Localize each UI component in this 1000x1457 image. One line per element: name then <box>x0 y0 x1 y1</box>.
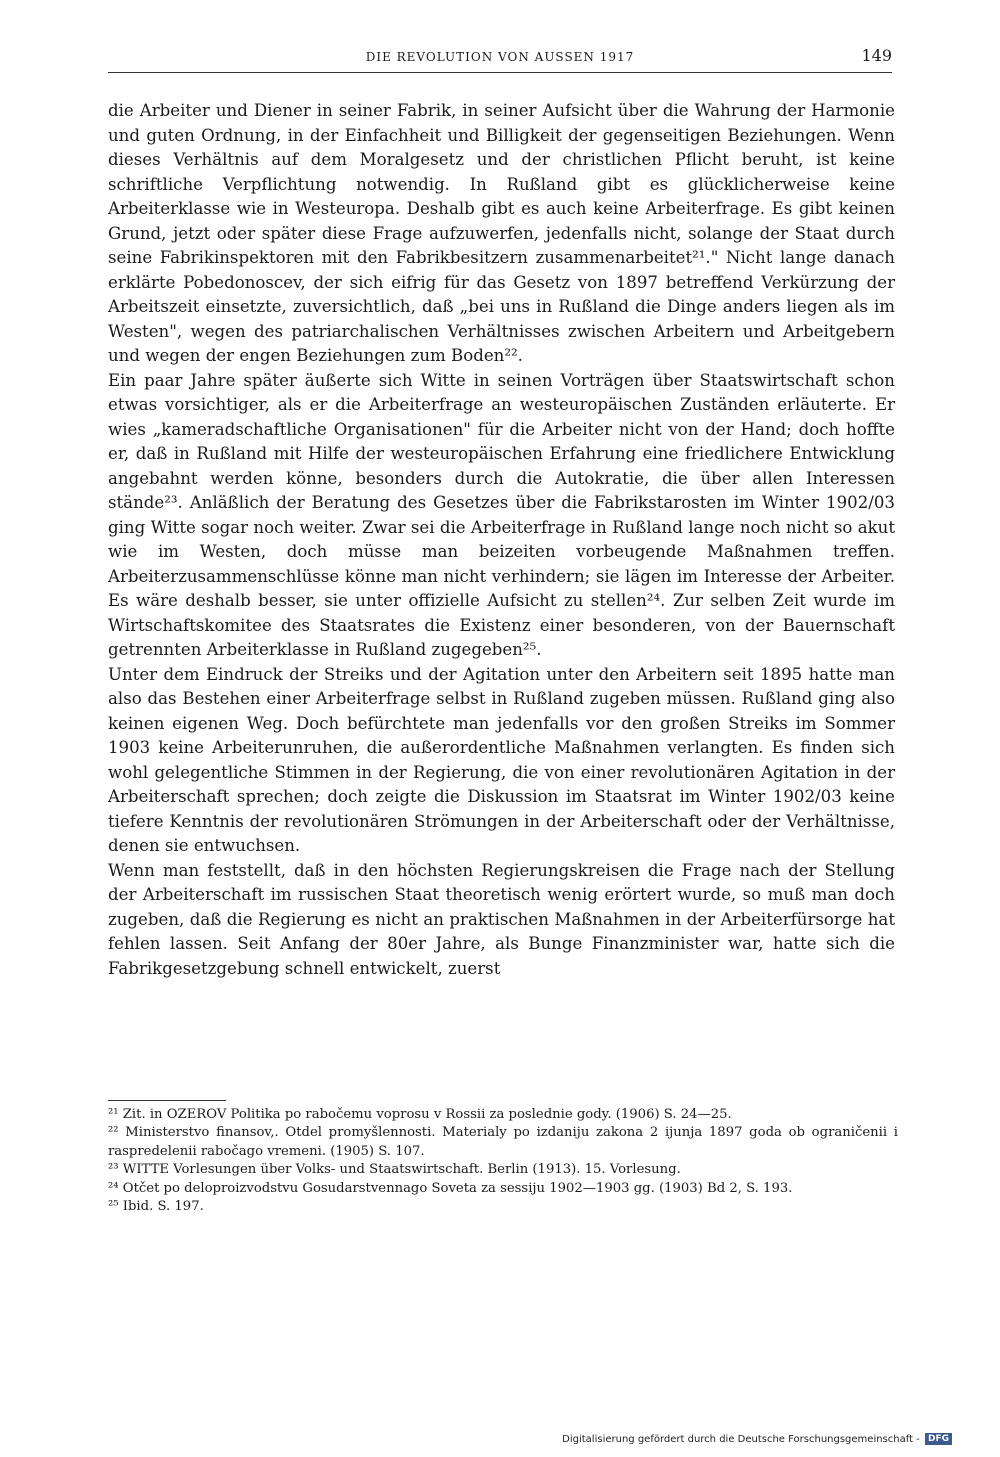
paragraph: die Arbeiter und Diener in seiner Fabrik, in seiner Aufsicht über die Wahrung der Harmonie und guten Ordnung, in der Einfachheit und Billigkeit der gegenseitigen Beziehungen. Wenn dieses Verhältnis auf dem Moralgesetz und der christlichen Pflicht beruht, ist keine schriftliche Verpflichtung notwendig. In Rußland gibt es glücklicherweise keine Arbeiterklasse wie in Westeuropa. Deshalb gibt es auch keine Arbeiterfrage. Es gibt keinen Grund, jetzt oder später diese Frage aufzuwerfen, jedenfalls nicht, solange der Staat durch seine Fabrikinspektoren mit den Fabrikbesitzern zusammenarbeitet²¹." Nicht lange danach erklärte Pobedonoscev, der sich eifrig für das Gesetz von 1897 betreffend Verkürzung der Arbeitszeit einsetzte, zuversichtlich, daß „bei uns in Rußland die Dinge anders liegen als im Westen", wegen des patriarchalischen Verhältnisses zwischen Arbeitern und Arbeitgebern und wegen der engen Beziehungen zum Boden²². <box>108 101 895 365</box>
footnotes <box>108 1106 898 1216</box>
digitization-credit <box>562 1433 952 1445</box>
running-header <box>108 44 892 73</box>
credit-text: Digitalisierung gefördert durch die Deutsche Forschungsgemeinschaft - <box>562 1434 920 1445</box>
body-text <box>108 99 895 981</box>
paragraph: Wenn man feststellt, daß in den höchsten Regierungskreisen die Frage nach der Stellung der Arbeiterschaft im russischen Staat theoretisch wenig erörtert wurde, so muß man doch zugeben, daß die Regierung es nicht an praktischen Maßnahmen in der Arbeiterfürsorge hat fehlen lassen. Seit Anfang der 80er Jahre, als Bunge Finanzminister war, hatte sich die Fabrikgesetzgebung schnell entwickelt, zuerst <box>108 860 895 978</box>
footnote: ²¹ Zit. in OZEROV Politika po rabočemu voprosu v Rossii za poslednie gody. (1906) S. 24—25. <box>108 1107 732 1122</box>
paragraph: Unter dem Eindruck der Streiks und der Agitation unter den Arbeitern seit 1895 hatte man also das Bestehen einer Arbeiterfrage selbst in Rußland zugeben müssen. Rußland ging also keinen eigenen Weg. Doch befürchtete man jedenfalls vor den großen Streiks im Sommer 1903 keine Arbeiterunruhen, die außerordentliche Maßnahmen verlangten. Es finden sich wohl gelegentliche Stimmen in der Regierung, die von einer revolutionären Agitation in der Arbeiterschaft sprechen; doch zeigte die Diskussion im Staatsrat im Winter 1902/03 keine tiefere Kenntnis der revolutionären Strömungen in der Arbeiterschaft oder der Verhältnisse, denen sie entwuchsen. <box>108 664 895 855</box>
footnote-separator <box>108 1100 226 1101</box>
footnote: ²⁴ Otčet po deloproizvodstvu Gosudarstvennago Soveta za sessiju 1902—1903 gg. (1903) Bd 2, S. 193. <box>108 1180 793 1196</box>
footnote: ²² Ministerstvo finansov,. Otdel promyšlennosti. Materialy po izdaniju zakona 2 ijunja 1897 goda ob ograničenii i raspredelenii rabočago vremeni. (1905) S. 107. <box>108 1125 898 1159</box>
footnote: ²³ WITTE Vorlesungen über Volks- und Staatswirtschaft. Berlin (1913). 15. Vorlesung. <box>108 1162 681 1178</box>
running-title: DIE REVOLUTION VON AUSSEN 1917 <box>365 50 635 64</box>
paragraph: Ein paar Jahre später äußerte sich Witte in seinen Vorträgen über Staatswirtschaft schon etwas vorsichtiger, als er die Arbeiterfrage an westeuropäischen Zuständen erläuterte. Er wies „kameradschaftliche Organisationen" für die Arbeiter nicht von der Hand; doch hoffte er, daß in Rußland mit Hilfe der westeuropäischen Erfahrung eine friedlichere Entwicklung angebahnt werden könne, besonders durch die Autokratie, die über allen Interessen stände²³. Anläßlich der Beratung des Gesetzes über die Fabrikstarosten im Winter 1902/03 ging Witte sogar noch weiter. Zwar sei die Arbeiterfrage in Rußland lange noch nicht so akut wie im Westen, doch müsse man beizeiten vorbeugende Maßnahmen treffen. Arbeiterzusammenschlüsse könne man nicht verhindern; sie lägen im Interesse der Arbeiter. Es wäre deshalb besser, sie unter offizielle Aufsicht zu stellen²⁴. Zur selben Zeit wurde im Wirtschaftskomitee des Staatsrates die Existenz einer besonderen, von der Bauernschaft getrennten Arbeiterklasse in Rußland zugegeben²⁵. <box>108 370 895 659</box>
dfg-logo: DFG <box>925 1433 952 1445</box>
page-number: 149 <box>861 46 892 65</box>
footnote: ²⁵ Ibid. S. 197. <box>108 1199 204 1215</box>
